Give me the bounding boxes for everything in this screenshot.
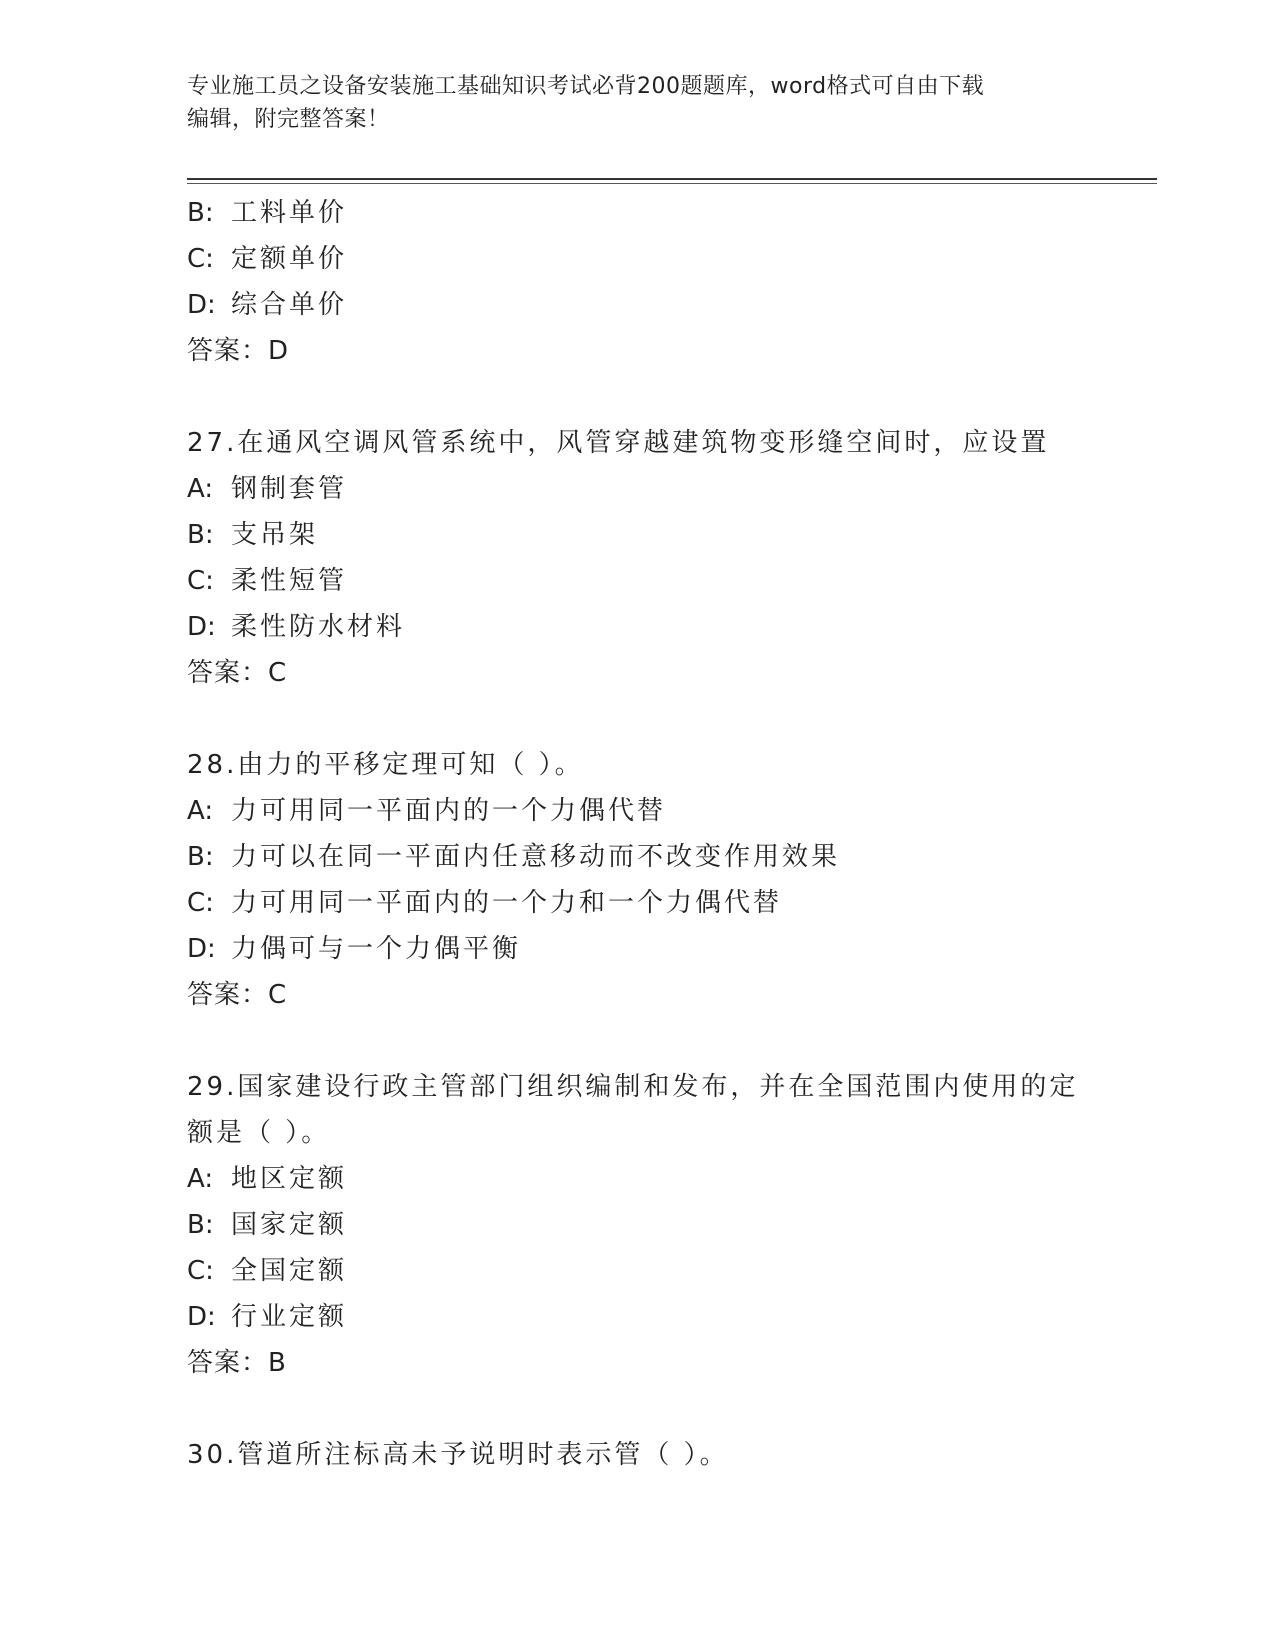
question-gap <box>187 374 1087 420</box>
option-d: D: 柔性防水材料 <box>187 612 406 642</box>
option-b: B: 国家定额 <box>187 1210 348 1240</box>
option-c: C: 柔性短管 <box>187 566 348 596</box>
question-stem: 27.在通风空调风管系统中，风管穿越建筑物变形缝空间时，应设置 <box>187 428 1050 458</box>
question-gap <box>187 1386 1087 1432</box>
option-c: C: 全国定额 <box>187 1256 348 1286</box>
answer-line: 答案：C <box>187 658 288 688</box>
answer-line: 答案：D <box>187 336 290 366</box>
header-rule-thin <box>187 183 1157 184</box>
question-stem: 28.由力的平移定理可知（ ）。 <box>187 750 584 780</box>
option-a: A: 钢制套管 <box>187 474 348 504</box>
option-d: D: 力偶可与一个力偶平衡 <box>187 934 522 964</box>
document-header <box>187 70 1067 136</box>
option-c: C: 定额单价 <box>187 244 348 274</box>
option-b: B: 工料单价 <box>187 198 348 228</box>
header-line-2: 编辑，附完整答案！ <box>187 107 390 132</box>
question-28 <box>187 742 1087 1018</box>
option-a: A: 地区定额 <box>187 1164 348 1194</box>
answer-line: 答案：B <box>187 1348 287 1378</box>
question-27 <box>187 420 1087 696</box>
question-30 <box>187 1432 1087 1478</box>
option-a: A: 力可用同一平面内的一个力偶代替 <box>187 796 667 826</box>
option-b: B: 支吊架 <box>187 520 319 550</box>
question-list <box>187 190 1087 1478</box>
option-b: B: 力可以在同一平面内任意移动而不改变作用效果 <box>187 842 841 872</box>
header-line-1: 专业施工员之设备安装施工基础知识考试必背200题题库，word格式可自由下载 <box>187 74 985 99</box>
question-gap <box>187 696 1087 742</box>
header-rule-thick <box>187 178 1157 180</box>
question-26-tail <box>187 190 1087 374</box>
question-29 <box>187 1064 1087 1386</box>
question-stem: 30.管道所注标高未予说明时表示管（ ）。 <box>187 1440 729 1470</box>
question-stem-line-2: 额是（ ）。 <box>187 1118 331 1148</box>
question-gap <box>187 1018 1087 1064</box>
option-d: D: 综合单价 <box>187 290 348 320</box>
option-d: D: 行业定额 <box>187 1302 348 1332</box>
answer-line: 答案：C <box>187 980 288 1010</box>
option-c: C: 力可用同一平面内的一个力和一个力偶代替 <box>187 888 783 918</box>
question-stem-line-1: 29.国家建设行政主管部门组织编制和发布，并在全国范围内使用的定 <box>187 1072 1079 1102</box>
